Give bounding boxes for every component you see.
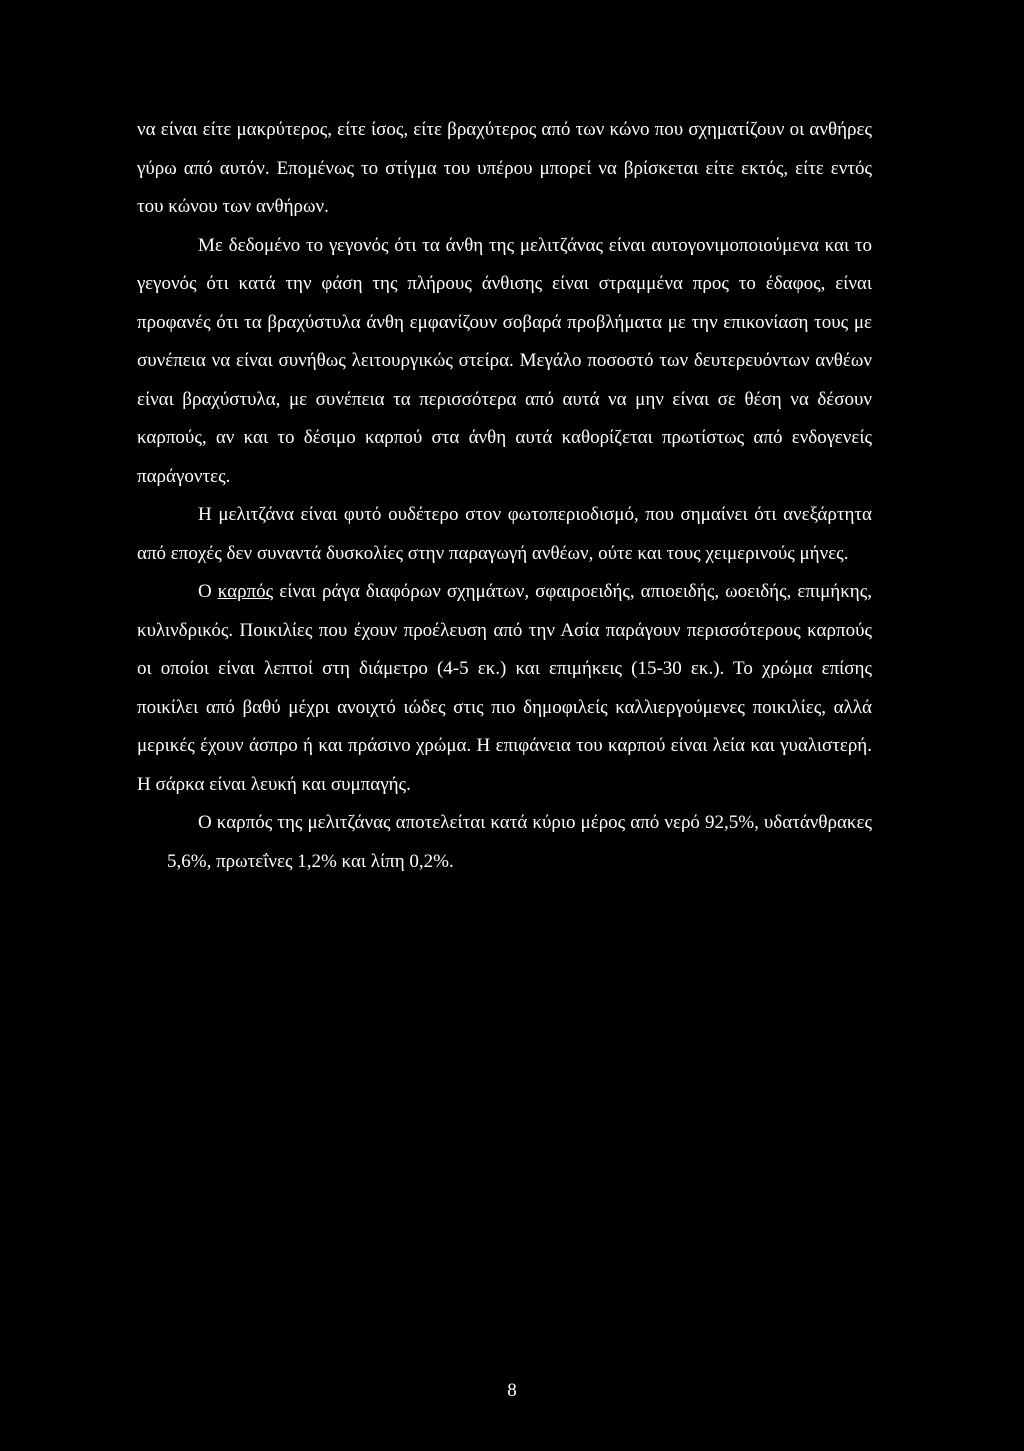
- paragraph-2: Με δεδομένο το γεγονός ότι τα άνθη της μελιτζάνας είναι αυτογονιμοποιούμενα και το γεγονός ότι κατά την φάση της πλήρους άνθισης είναι στραμμένα προς το έδαφος, είναι προφανές ότι τα βραχύστυλα άνθη εμφανίζουν σοβαρά προβλήματα με την επικονίαση τους με συνέπεια να είναι συνήθως λειτουργικώς στείρα. Μεγάλο ποσοστό των δευτερευόντων ανθέων είναι βραχύστυλα, με συνέπεια τα περισσότερα από αυτά να μην είναι σε θέση να δέσουν καρπούς, αν και το δέσιμο καρπού στα άνθη αυτά καθορίζεται πρωτίστως από ενδογενείς παράγοντες.: [137, 234, 872, 487]
- paragraph-4-rest: είναι ράγα διαφόρων σχημάτων, σφαιροειδής, απιοειδής, ωοειδής, επιμήκης, κυλινδρικός. Ποικιλίες που έχουν προέλευση από την Ασία παράγουν περισσότερους καρπούς οι οποίοι είναι λεπτοί στη διάμετρο (4-5 εκ.) και επιμήκεις (15-30 εκ.). Το χρώμα επίσης ποικίλει από βαθύ μέχρι ανοιχτό ιώδες στις πιο δημοφιλείς καλλιεργούμενες ποικιλίες, αλλά μερικές έχουν άσπρο ή και πράσινο χρώμα. Η επιφάνεια του καρπού είναι λεία και γυαλιστερή. Η σάρκα είναι λευκή και συμπαγής.: [137, 581, 872, 795]
- page-number: 8: [507, 1380, 517, 1401]
- paragraph-4: [137, 573, 872, 804]
- body-text: [137, 111, 872, 881]
- paragraph-5: Ο καρπός της μελιτζάνας αποτελείται κατά κύριο μέρος από νερό 92,5%, υδατάνθρακες 5,6%, πρωτεΐνες 1,2% και λίπη 0,2%.: [167, 812, 872, 872]
- paragraph-4-lead: Ο: [198, 581, 218, 602]
- paragraph-1: να είναι είτε μακρύτερος, είτε ίσος, είτε βραχύτερος από των κώνο που σχηματίζουν οι ανθήρες γύρω από αυτόν. Επομένως το στίγμα του υπέρου μπορεί να βρίσκεται είτε εκτός, είτε εντός του κώνου των ανθήρων.: [137, 119, 872, 217]
- underlined-term: καρπός: [217, 581, 274, 602]
- paragraph-3: Η μελιτζάνα είναι φυτό ουδέτερο στον φωτοπεριοδισμό, που σημαίνει ότι ανεξάρτητα από εποχές δεν συναντά δυσκολίες στην παραγωγή ανθέων, ούτε και τους χειμερινούς μήνες.: [137, 504, 872, 564]
